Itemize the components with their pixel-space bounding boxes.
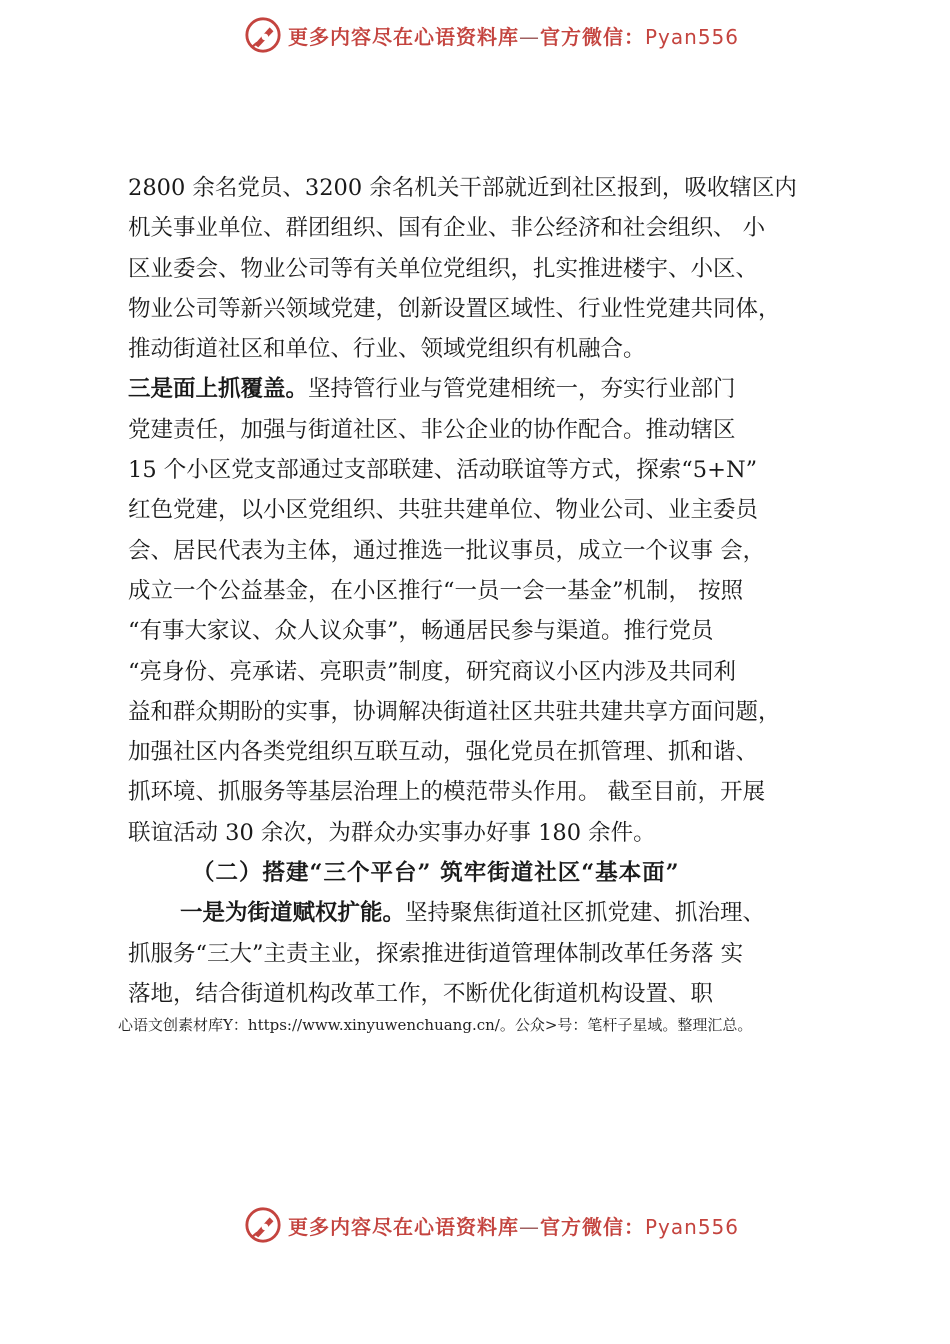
- paragraph-lead-line: [128, 369, 868, 409]
- text-line: 区业委会、物业公司等有关单位党组织，扎实推进楼宇、小区、: [128, 255, 759, 282]
- text-run: 坚持管行业与管党建相统一，夯实行业部门: [308, 376, 736, 403]
- text-line: 物业公司等新兴领域党建，创新设置区域性、行业性党建共同体，: [128, 295, 781, 322]
- banner-dash: —: [519, 24, 540, 49]
- banner-wechat-id: Pyan556: [645, 24, 740, 49]
- document-body: [128, 168, 868, 1014]
- section-heading: （二）搭建“三个平台” 筑牢街道社区“基本面”: [192, 860, 680, 887]
- text-run: 坚持聚焦街道社区抓党建、抓治理、: [405, 900, 766, 927]
- text-line: 联谊活动 30 余次，为群众办实事办好事 180 余件。: [128, 819, 656, 846]
- text-line: 抓环境、抓服务等基层治理上的模范带头作用。 截至目前，开展: [128, 779, 766, 806]
- source-footnote: 心语文创素材库Y：https://www.xinyuwenchuang.cn/。公众>号：笔杆子星域。整理汇总。: [118, 1016, 753, 1034]
- pen-nib-logo-icon: [244, 1206, 282, 1244]
- paragraph-lead: 一是为街道赋权扩能。: [180, 900, 406, 927]
- pen-nib-logo-icon: [244, 16, 282, 54]
- text-line: 抓服务“三大”主责主业，探索推进街道管理体制改革任务落 实: [128, 940, 744, 967]
- paragraph-lead-line: [128, 893, 868, 933]
- banner-dash: —: [519, 1214, 540, 1239]
- text-line: 15 个小区党支部通过支部联建、活动联谊等方式，探索“5+N”: [128, 457, 758, 484]
- text-line: 推动街道社区和单位、行业、领域党组织有机融合。: [128, 336, 646, 363]
- header-banner: [0, 12, 950, 58]
- banner-title: 更多内容尽在心语资料库: [288, 1214, 519, 1239]
- text-line: 落地，结合街道机构改革工作，不断优化街道机构设置、职: [128, 980, 714, 1007]
- text-line: 加强社区内各类党组织互联互动，强化党员在抓管理、抓和谐、: [128, 739, 759, 766]
- banner-contact-label: 官方微信：: [540, 1214, 645, 1239]
- text-line: “有事大家议、众人议众事”，畅通居民参与渠道。推行党员: [128, 618, 714, 645]
- text-line: 2800 余名党员、3200 余名机关干部就近到社区报到，吸收辖区内: [128, 175, 797, 201]
- banner-wechat-id: Pyan556: [645, 1214, 740, 1239]
- text-line: 党建责任，加强与街道社区、非公企业的协作配合。推动辖区: [128, 416, 736, 443]
- banner-text: [288, 21, 739, 50]
- text-line: 红色党建，以小区党组织、共驻共建单位、物业公司、业主委员: [128, 497, 759, 524]
- banner-contact-label: 官方微信：: [540, 24, 645, 49]
- text-line: 会、居民代表为主体，通过推选一批议事员，成立一个议事 会，: [128, 537, 766, 564]
- banner-title: 更多内容尽在心语资料库: [288, 24, 519, 49]
- text-line: 机关事业单位、群团组织、国有企业、非公经济和社会组织、 小: [128, 215, 766, 242]
- footer-banner: [0, 1202, 950, 1248]
- text-line: 益和群众期盼的实事，协调解决街道社区共驻共建共享方面问题，: [128, 698, 781, 725]
- banner-text: [288, 1211, 739, 1240]
- text-line: 成立一个公益基金，在小区推行“一员一会一基金”机制， 按照: [128, 577, 744, 604]
- paragraph-lead: 三是面上抓覆盖。: [128, 376, 309, 403]
- text-line: “亮身份、亮承诺、亮职责”制度，研究商议小区内涉及共同利: [128, 658, 737, 685]
